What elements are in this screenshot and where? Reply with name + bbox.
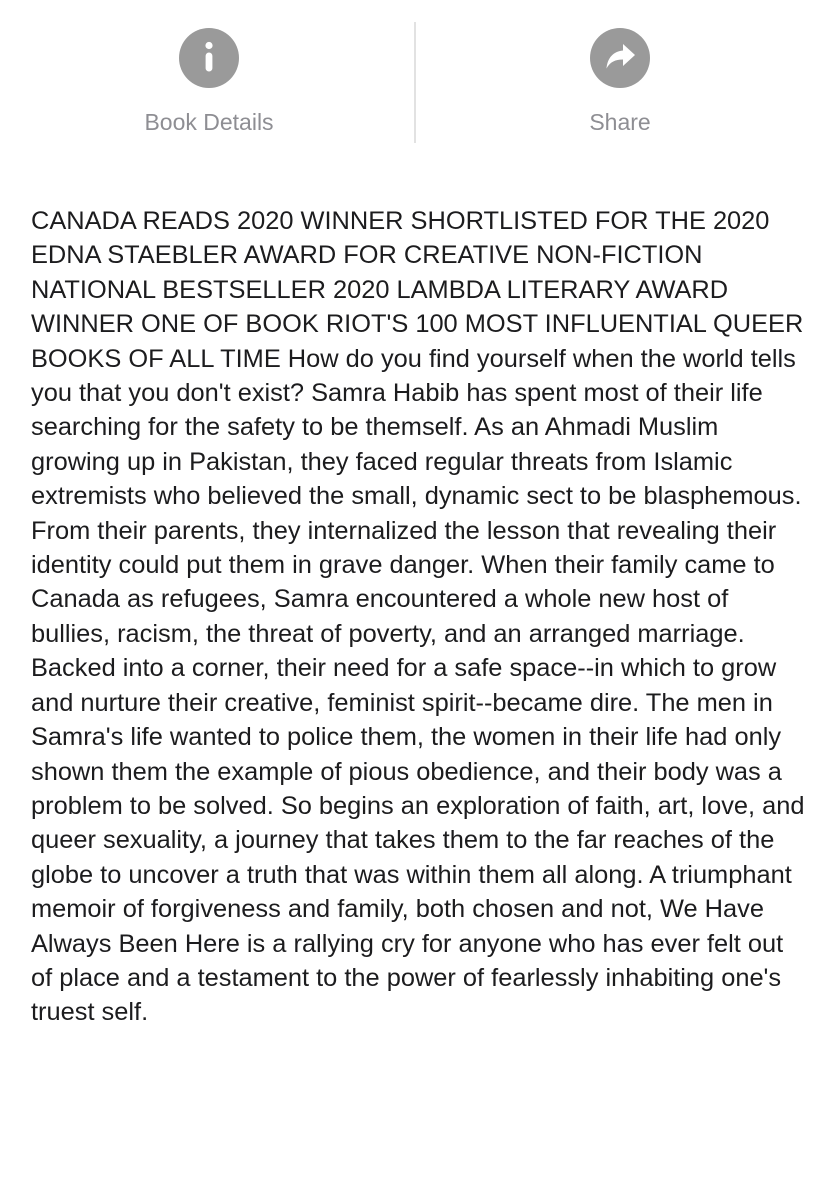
book-description: CANADA READS 2020 WINNER SHORTLISTED FOR THE 2020 EDNA STAEBLER AWARD FOR CREATIVE NON-FICTION NATIONAL BESTSELLER 2020 LAMBDA LITERARY AWARD WINNER ONE OF BOOK RIOT'S 100 MOST INFLUENTIAL QUEER BOOKS OF ALL TIME How do you find yourself when the world tells you that you don't exist? Samra Habib has spent most of their life searching for the safety to be themself. As an Ahmadi Muslim growing up in Pakistan, they faced regular threats from Islamic extremists who believed the small, dynamic sect to be blasphemous. From their parents, they internalized the lesson that revealing their identity could put them in grave danger. When their family came to Canada as refugees, Samra encountered a whole new host of bullies, racism, the threat of poverty, and an arranged marriage. Backed into a corner, their need for a safe space--in which to grow and nurture their creative, feminist spirit--became dire. The men in Samra's life wanted to police them, the women in their life had only shown them the example of pious obedience, and their body was a problem to be solved. So begins an exploration of faith, art, love, and queer sexuality, a journey that takes them to the far reaches of the globe to uncover a truth that was within them all along. A triumphant memoir of forgiveness and family, both chosen and not, We Have Always Been Here is a rallying cry for anyone who has ever felt out of place and a testament to the power of fearlessly inhabiting one's truest self.: [31, 207, 805, 1027]
share-label: Share: [589, 109, 651, 135]
action-bar: [0, 0, 827, 150]
action-divider: [414, 22, 416, 143]
share-button[interactable]: [490, 28, 750, 136]
book-details-button[interactable]: [79, 28, 339, 136]
share-arrow-icon[interactable]: [590, 28, 650, 88]
info-icon[interactable]: [179, 28, 239, 88]
book-details-label: Book Details: [144, 109, 274, 135]
